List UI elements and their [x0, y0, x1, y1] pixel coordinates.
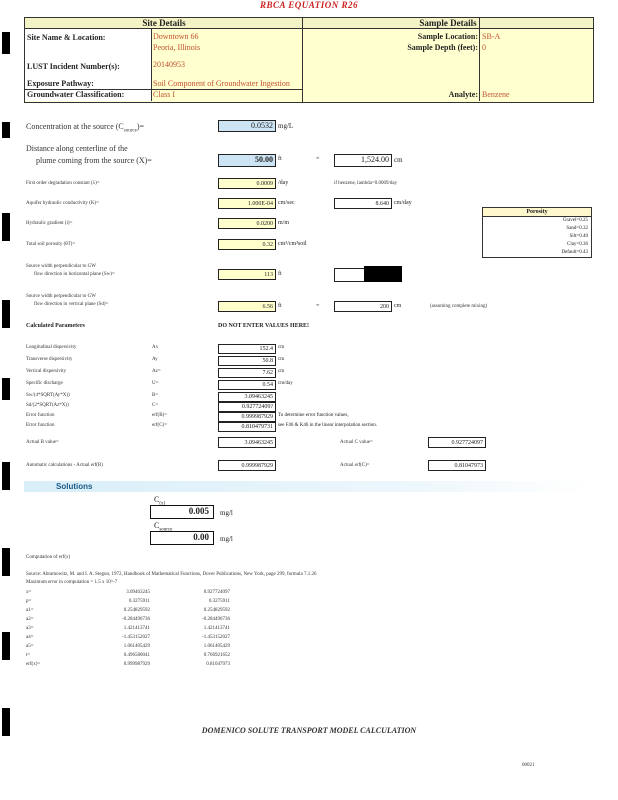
calc-row-unit: cm	[278, 369, 285, 374]
cx-label: C	[154, 495, 160, 504]
calc-row-value: 3.09463245	[218, 392, 276, 402]
erf-row-c-value: 0.3275911	[208, 599, 230, 604]
calc-row-unit: cm/day	[278, 381, 293, 386]
erf-row-b-value: 0.3275911	[128, 599, 150, 604]
calc-row-label: Error function	[26, 413, 55, 418]
computation-title: Computation of erf(x)	[26, 555, 71, 560]
sample-location-label: Sample Location:	[417, 32, 478, 41]
porosity-unit: cm³/cm³soil	[278, 241, 307, 247]
page-title: RBCA EQUATION R26	[259, 0, 359, 10]
gw-class-value[interactable]: Class I	[153, 90, 175, 99]
margin-mark	[2, 300, 10, 328]
calc-row-symbol: Ax	[152, 345, 159, 350]
cs-value: 0.00	[150, 531, 214, 545]
divider	[24, 89, 302, 90]
analyte-label: Analyte:	[448, 90, 478, 99]
porosity-row: Sand=0.32	[566, 226, 588, 231]
calc-row-unit: cm	[278, 357, 285, 362]
lambda-note: if benzene, lambda=0.0009/day	[334, 181, 398, 186]
k-day-unit: cm/day	[394, 200, 412, 206]
calc-row-symbol: Ay	[152, 357, 158, 362]
cx-value: 0.005	[150, 505, 214, 519]
margin-mark	[2, 462, 10, 490]
site-name-value[interactable]: Downtown 66	[153, 32, 199, 41]
calc-row-label: Transverse dispersivity	[26, 357, 73, 362]
margin-mark	[2, 32, 10, 54]
calc-row-unit: see F46 & K46 in the linear interpolation section.	[278, 423, 378, 428]
cs-label: C	[154, 521, 160, 530]
calc-row-symbol: Az=	[152, 369, 161, 374]
conc-label: Concentration at the source $(C_{source})=$	[26, 122, 144, 134]
lambda-input[interactable]: 0.0009	[218, 178, 276, 189]
erf-row-b-value: 0.254829592	[123, 608, 150, 613]
erf-row-key: a1=	[26, 608, 34, 613]
calc-row-value: 0.810479731	[218, 422, 276, 432]
conc-input[interactable]: 0.0532	[218, 120, 276, 132]
erf-row-key: x=	[26, 590, 32, 595]
solutions-header: Solutions	[56, 482, 93, 491]
dist-cm-unit: cm	[394, 156, 403, 164]
footer-title: DOMENICO SOLUTE TRANSPORT MODEL CALCULATION	[201, 726, 417, 735]
k-unit: cm/sec	[278, 200, 295, 206]
erf-row-key: a4=	[26, 635, 34, 640]
gw-class-label: Groundwater Classification:	[27, 90, 125, 99]
margin-mark	[2, 548, 10, 576]
lambda-label: First order degradation constant (λ)=	[26, 181, 100, 186]
exposure-value[interactable]: Soil Component of Groundwater Ingestion	[153, 79, 290, 88]
calc-row-label: Sw/(4*SQRT(Ay*X))	[26, 393, 70, 398]
mixing-note: (assuming complete mixing)	[430, 304, 488, 309]
equals-sign: =	[316, 156, 320, 162]
erf-row-c-value: 0.81047973	[206, 662, 230, 667]
erf-row-b-value: -1.453152027	[122, 635, 150, 640]
porosity-row: Default=0.43	[561, 250, 588, 255]
erf-row-c-value: 1.061405429	[203, 644, 230, 649]
auto-calc-label: Automatic calculations - Actual erf(B)	[26, 463, 103, 468]
erf-row-b-value: 0.496580041	[123, 653, 150, 658]
calc-row-symbol: B=	[152, 393, 159, 398]
margin-mark	[2, 122, 10, 138]
dist-input[interactable]: 50.00	[218, 154, 276, 167]
margin-mark	[2, 213, 10, 241]
porosity-row: Silt=0.40	[569, 234, 588, 239]
cs-unit: mg/l	[220, 535, 233, 543]
analyte-value[interactable]: Benzene	[482, 90, 510, 99]
dist-unit: ft	[278, 156, 282, 162]
erf-row-key: a2=	[26, 617, 34, 622]
calc-row-symbol: U=	[152, 381, 159, 386]
actual-b-value: 3.09463245	[218, 437, 276, 448]
sw-unit: ft	[278, 271, 282, 277]
lambda-unit: /day	[278, 180, 289, 186]
sample-depth-value[interactable]: 0	[482, 43, 486, 52]
porosity-label: Total soil porosity (θT)=	[26, 242, 76, 247]
auto-erf-b-value: 0.999987929	[218, 460, 276, 471]
erf-row-b-value: 0.999987929	[123, 662, 150, 667]
equals-sign: =	[316, 303, 320, 309]
conc-unit: mg/L	[278, 122, 294, 130]
erf-row-key: a5=	[26, 644, 34, 649]
sw-input[interactable]: 113	[218, 269, 276, 280]
calc-row-value: 0.92772409?	[218, 402, 276, 412]
calc-warning: DO NOT ENTER VALUES HERE!	[218, 323, 310, 329]
calc-row-symbol: erf(B)=	[152, 413, 168, 418]
gradient-label: Hydraulic gradient (i)=	[26, 221, 73, 226]
margin-mark	[2, 632, 10, 660]
sd-input[interactable]: 6.56	[218, 301, 276, 312]
erf-row-b-value: -0.284496736	[122, 617, 150, 622]
calc-row-unit: cm	[278, 345, 285, 350]
calc-row-label: Specific discharge	[26, 381, 63, 386]
margin-mark	[2, 378, 10, 400]
auto-erf-c-label: Actual erf(C)=	[340, 463, 370, 468]
sd-cm-unit: cm	[394, 303, 402, 309]
sw-cm-box	[334, 268, 366, 282]
k-day-value: 8.640	[334, 198, 392, 209]
erf-row-c-value: 0.927724097	[203, 590, 230, 595]
cx-unit: mg/l	[220, 509, 233, 517]
sample-location-value[interactable]: SB-A	[482, 32, 501, 41]
erf-row-key: erf(x)=	[26, 662, 41, 667]
erf-row-b-value: 3.09463245	[126, 590, 150, 595]
erf-row-key: a3=	[26, 626, 34, 631]
sd-cm-value: 200	[334, 301, 392, 312]
porosity-input[interactable]: 0.32	[218, 239, 276, 250]
solutions-band	[24, 481, 590, 492]
page-number: 00021	[522, 763, 535, 768]
erf-row-key: t=	[26, 653, 31, 658]
erf-row-b-value: 1.061405429	[123, 644, 150, 649]
lust-label: LUST Incident Number(s):	[27, 62, 120, 71]
sd-label-1: Source width perpendicular to GW	[26, 294, 96, 299]
calc-row-value: 50.8	[218, 356, 276, 366]
actual-c-value: 0.927724097	[428, 437, 486, 448]
calc-row-unit: To determine error function values,	[278, 413, 349, 418]
site-location-value[interactable]: Peoria, Illinois	[153, 43, 201, 52]
sd-unit: ft	[278, 303, 282, 309]
calc-row-label: Longitudinal dispersivity	[26, 345, 77, 350]
site-details-header: Site Details	[25, 18, 303, 29]
erf-row-key: p=	[26, 599, 32, 604]
calc-row-value: 152.4	[218, 344, 276, 354]
calc-row-label: Vertical dispersivity	[26, 369, 67, 374]
erf-row-c-value: 0.254829592	[203, 608, 230, 613]
sample-details-header: Sample Details	[303, 18, 593, 29]
site-name-label: Site Name & Location:	[27, 33, 106, 42]
calc-row-value: 0.999987929	[218, 412, 276, 422]
erf-row-c-value: 0.766921652	[203, 653, 230, 658]
calc-row-label: Error function	[26, 423, 55, 428]
sd-label-2: flow direction in vertical plane (Sd)=	[34, 302, 109, 307]
actual-c-label: Actual C value=	[340, 440, 373, 445]
sample-label-column	[302, 17, 480, 101]
erf-row-c-value: -0.284496736	[202, 617, 230, 622]
k-input[interactable]: 1.000E-04	[218, 198, 276, 209]
actual-b-label: Actual B value=	[26, 440, 59, 445]
erf-row-c-value: 1.421413741	[203, 626, 230, 631]
dist-label-1: Distance along centerline of the	[26, 144, 128, 153]
sw-label-1: Source width perpendicular to GW	[26, 264, 96, 269]
exposure-label: Exposure Pathway:	[27, 79, 94, 88]
sample-depth-label: Sample Depth (feet):	[407, 43, 478, 52]
porosity-row: Clay=0.36	[566, 242, 588, 247]
calc-row-value: 0.54	[218, 380, 276, 390]
calc-row-label: Sd/(2*SQRT(Az*X))	[26, 403, 69, 408]
porosity-row: Gravel=0.25	[562, 218, 588, 223]
computation-max-error: Maximum error in computation = 1.5 x 10^-7	[26, 580, 118, 585]
dist-cm-value: 1,524.00	[334, 154, 392, 167]
calc-row-symbol: C=	[152, 403, 159, 408]
computation-source: Source: Abramowitz, M. and I. A. Stegun, 1972, Handbook of Mathematical Functions, Dover Publications, New York, page 299, formula 7.1.26	[26, 572, 317, 577]
redaction-block	[364, 266, 402, 282]
porosity-table	[482, 207, 592, 258]
dist-label-2: plume coming from the source (X)=	[36, 156, 152, 165]
lust-value[interactable]: 20140953	[153, 60, 185, 69]
calc-header: Calculated Parameters	[26, 323, 85, 329]
auto-erf-c-value: 0.81047973	[428, 460, 486, 471]
gradient-input[interactable]: 0.0200	[218, 218, 276, 229]
erf-row-c-value: -1.453152027	[202, 635, 230, 640]
k-label: Aquifer hydraulic conductivity (K)=	[26, 201, 99, 206]
gradient-unit: m/m	[278, 220, 290, 226]
calc-row-value: 7.62	[218, 368, 276, 378]
erf-row-b-value: 1.421413741	[123, 626, 150, 631]
calc-row-symbol: erf(C)=	[152, 423, 168, 428]
sw-label-2: flow direction in horizontal plane (Sw)=	[34, 272, 115, 277]
porosity-title: Porosity	[483, 208, 591, 217]
